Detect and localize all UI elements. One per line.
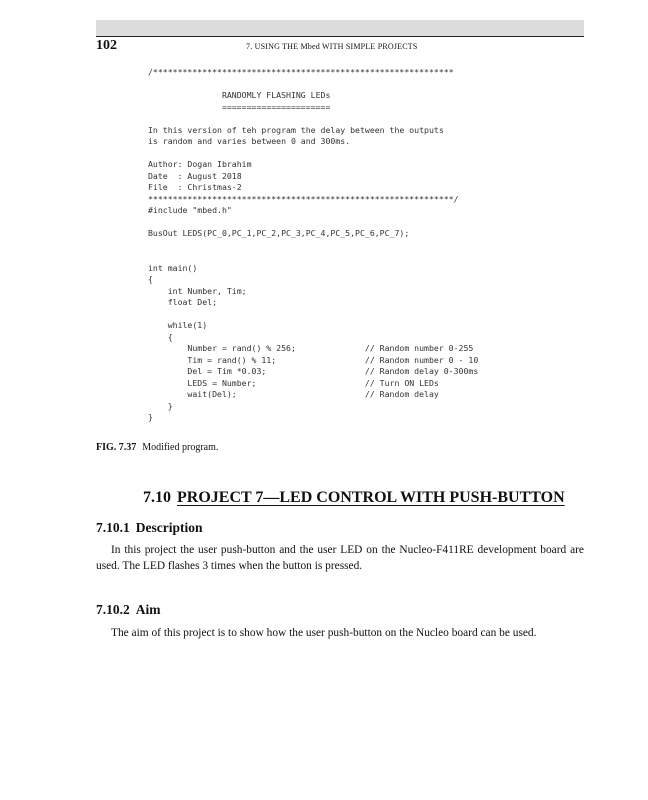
description-heading [96,520,203,536]
code-line: /************************************************************* [148,67,454,77]
aim-title: Aim [135,602,161,617]
code-line: **************************************************************/ [148,193,459,204]
code-line: LEDS = Number; // Turn ON LEDs [148,377,439,388]
code-line: { [148,331,173,342]
page-number: 102 [96,38,117,53]
code-line: Del = Tim *0.03; // Random delay 0-300ms [148,366,479,376]
code-line: } [148,400,173,411]
code-line [148,79,478,91]
code-line: RANDOMLY FLASHING LEDs [148,90,331,100]
section-title: PROJECT 7—LED CONTROL WITH PUSH-BUTTON [177,489,565,506]
code-line: wait(Del); // Random delay [148,389,439,399]
code-line: } [148,412,153,422]
code-line: is random and varies between 0 and 300ms. [148,136,351,146]
code-line: In this version of teh program the delay between the outputs [148,124,444,135]
code-line [148,251,478,263]
running-title: 7. USING THE Mbed WITH SIMPLE PROJECTS [246,42,418,51]
code-line: int main() [148,262,198,273]
description-number: 7.10.1 [96,520,130,535]
code-line: ====================== [148,101,331,112]
aim-paragraph: The aim of this project is to show how the user push-button on the Nucleo board can be used. [111,627,537,639]
code-line: float Del; [148,297,218,307]
code-line: Tim = rand() % 11; // Random number 0 - 10 [148,354,479,365]
code-line: Number = rand() % 256; // Random number 0-255 [148,343,474,353]
code-line [148,309,478,321]
code-line [148,217,478,229]
description-title: Description [135,520,203,535]
code-line: BusOut LEDS(PC_0,PC_1,PC_2,PC_3,PC_4,PC_5,PC_6,PC_7); [148,228,410,238]
code-line: File : Christmas-2 [148,182,242,192]
code-line: int Number, Tim; [148,285,247,296]
section-number: 7.10 [143,489,171,506]
figure-label: FIG. 7.37 [96,442,137,453]
code-line: { [148,274,153,284]
code-listing [148,67,478,424]
code-line [148,113,478,125]
code-line: Author: Dogan Ibrahim [148,159,252,169]
code-line: #include "mbed.h" [148,205,232,215]
aim-number: 7.10.2 [96,602,130,617]
figure-caption-text: Modified program. [142,442,219,453]
code-line [148,148,478,160]
description-paragraph: In this project the user push-button and the user LED on the Nucleo-F411RE development board are used. The LED flashes 3 times when the button is pressed. [96,544,584,572]
code-line [148,240,478,252]
figure-caption [96,442,218,453]
header-bar [96,20,584,36]
header-rule [96,36,584,37]
code-line: Date : August 2018 [148,170,242,181]
section-heading [143,489,565,507]
code-line: while(1) [148,320,208,330]
aim-heading [96,602,161,618]
